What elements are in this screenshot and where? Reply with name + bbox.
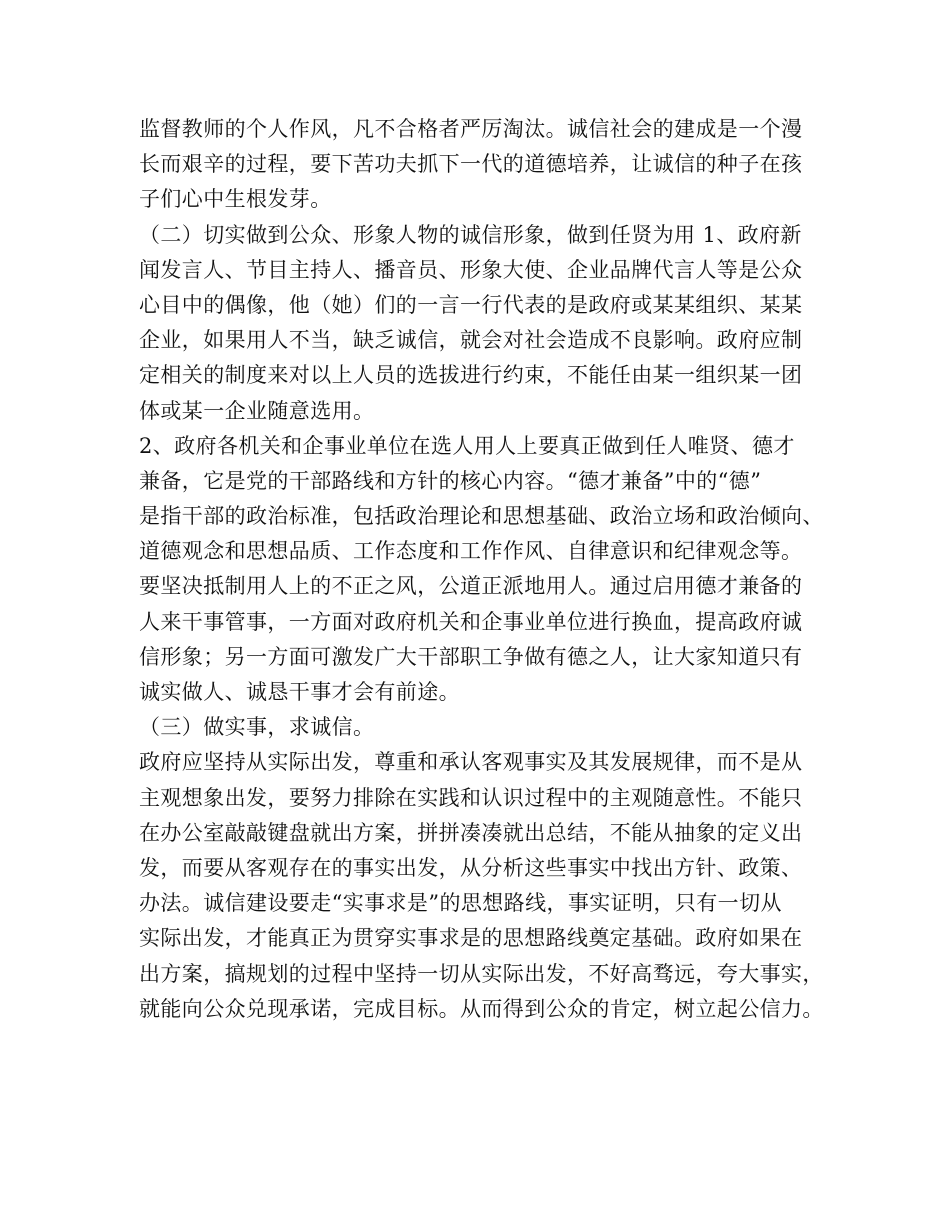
text-line: 信形象；另一方面可激发广大干部职工争做有德之人，让大家知道只有 <box>139 644 803 669</box>
text-line: 要坚决抵制用人上的不正之风，公道正派地用人。通过启用德才兼备的 <box>139 574 803 599</box>
text-line: 政府应坚持从实际出发，尊重和承认客观事实及其发展规律，而不是从 <box>139 750 803 775</box>
text-line: 定相关的制度来对以上人员的选拔进行约束，不能任由某一组织某一团 <box>139 363 803 388</box>
text-line: 闻发言人、节目主持人、播音员、形象大使、企业品牌代言人等是公众 <box>139 257 803 282</box>
document-body <box>139 112 839 1027</box>
text-line: 主观想象出发，要努力排除在实践和认识过程中的主观随意性。不能只 <box>139 785 803 810</box>
text-line: 就能向公众兑现承诺，完成目标。从而得到公众的肯定，树立起公信力。 <box>139 996 824 1021</box>
text-line: 企业，如果用人不当，缺乏诚信，就会对社会造成不良影响。政府应制 <box>139 328 803 353</box>
text-line: 子们心中生根发芽。 <box>139 187 332 212</box>
text-line: 2、政府各机关和企事业单位在选人用人上要真正做到任人唯贤、德才 <box>139 433 795 458</box>
text-line: 道德观念和思想品质、工作态度和工作作风、自律意识和纪律观念等。 <box>139 539 803 564</box>
text-line: 长而艰辛的过程，要下苦功夫抓下一代的道德培养，让诚信的种子在孩 <box>139 152 803 177</box>
text-line: 在办公室敲敲键盘就出方案，拼拼凑凑就出总结，不能从抽象的定义出 <box>139 820 803 845</box>
text-line: 出方案，搞规划的过程中坚持一切从实际出发，不好高骛远，夸大事实， <box>139 961 824 986</box>
text-line: 体或某一企业随意选用。 <box>139 398 375 423</box>
text-line: 人来干事管事，一方面对政府机关和企事业单位进行换血，提高政府诚 <box>139 609 803 634</box>
text-line: 心目中的偶像，他（她）们的一言一行代表的是政府或某某组织、某某 <box>139 292 803 317</box>
text-line: 是指干部的政治标准，包括政治理论和思想基础、政治立场和政治倾向、 <box>139 504 824 529</box>
text-line: 兼备，它是党的干部路线和方针的核心内容。“德才兼备”中的“德” <box>139 468 762 493</box>
text-line: 办法。诚信建设要走“实事求是”的思想路线，事实证明，只有一切从 <box>139 891 782 916</box>
text-line: 发，而要从客观存在的事实出发，从分析这些事实中找出方针、政策、 <box>139 855 803 880</box>
section-heading-line: （二）切实做到公众、形象人物的诚信形象，做到任贤为用 1、政府新 <box>139 222 802 247</box>
text-line: 监督教师的个人作风，凡不合格者严厉淘汰。诚信社会的建成是一个漫 <box>139 117 803 141</box>
text-line: 实际出发，才能真正为贯穿实事求是的思想路线奠定基础。政府如果在 <box>139 926 803 951</box>
text-line: 诚实做人、诚恳干事才会有前途。 <box>139 680 460 704</box>
section-heading-line: （三）做实事，求诚信。 <box>139 715 375 740</box>
